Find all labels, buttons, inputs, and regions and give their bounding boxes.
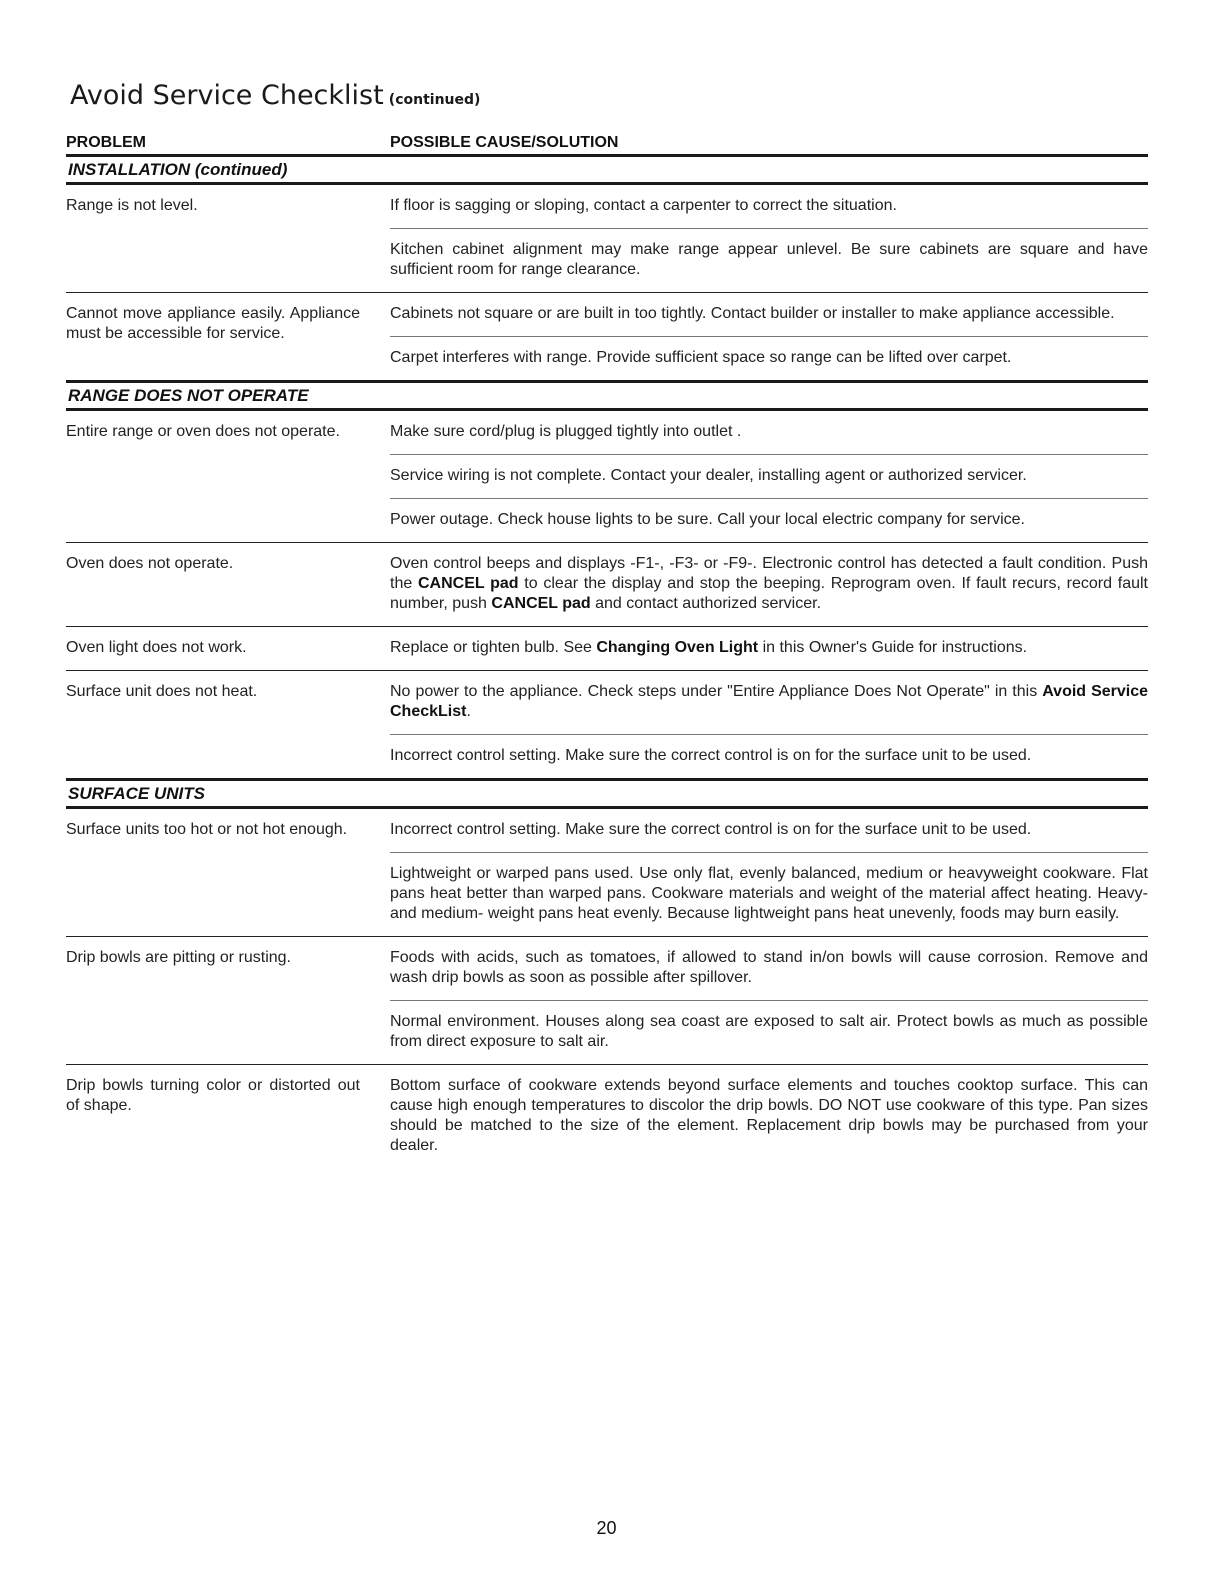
table-row bbox=[66, 293, 1148, 380]
solution-item bbox=[390, 937, 1148, 1001]
solution-text: Incorrect control setting. Make sure the correct control is on for the surface unit to be used. bbox=[390, 747, 1032, 764]
emphasized-text: Changing Oven Light bbox=[596, 639, 759, 656]
solution-cell bbox=[390, 671, 1148, 778]
table-row bbox=[66, 1065, 1148, 1168]
solution-cell bbox=[390, 185, 1148, 292]
solution-text: Replace or tighten bulb. See bbox=[390, 639, 597, 656]
solution-cell bbox=[390, 627, 1148, 670]
section-heading: INSTALLATION (continued) bbox=[66, 154, 1148, 185]
solution-column-header: POSSIBLE CAUSE/SOLUTION bbox=[390, 134, 619, 151]
solution-text: No power to the appliance. Check steps under "Entire Appliance Does Not Operate" in this bbox=[390, 683, 1043, 700]
solution-item bbox=[390, 293, 1148, 337]
solution-item bbox=[390, 735, 1148, 778]
solution-cell bbox=[390, 937, 1148, 1064]
table-row bbox=[66, 671, 1148, 778]
checklist-section bbox=[66, 778, 1148, 1168]
column-headers bbox=[66, 128, 1148, 154]
page-title-main: Avoid Service Checklist bbox=[70, 80, 384, 111]
problem-cell: Oven light does not work. bbox=[66, 639, 247, 656]
solution-text: Bottom surface of cookware extends beyond surface elements and touches cooktop surface. This can cause high enough temperatures to discolor the drip bowls. DO NOT use cookware of this type. Pan sizes should be matched to the size of the element. Replacement drip bowls may be purchased from your dealer. bbox=[390, 1077, 1148, 1154]
problem-cell: Surface unit does not heat. bbox=[66, 683, 258, 700]
solution-text: Cabinets not square or are built in too tightly. Contact builder or installer to make appliance accessible. bbox=[390, 305, 1115, 322]
solution-text: and contact authorized servicer. bbox=[590, 595, 822, 612]
problem-cell: Drip bowls are pitting or rusting. bbox=[66, 949, 291, 966]
solution-text: Kitchen cabinet alignment may make range appear unlevel. Be sure cabinets are square and have sufficient room for range clearance. bbox=[390, 241, 1148, 278]
solution-text: Carpet interferes with range. Provide sufficient space so range can be lifted over carpet. bbox=[390, 349, 1012, 366]
table-row bbox=[66, 627, 1148, 671]
solution-cell bbox=[390, 809, 1148, 936]
checklist-section bbox=[66, 380, 1148, 778]
problem-cell: Cannot move appliance easily. Appliance must be accessible for service. bbox=[66, 305, 360, 342]
solution-item bbox=[390, 543, 1148, 626]
problem-cell: Surface units too hot or not hot enough. bbox=[66, 821, 348, 838]
solution-item bbox=[390, 1001, 1148, 1064]
solution-item bbox=[390, 627, 1148, 670]
table-row bbox=[66, 809, 1148, 937]
emphasized-text: CANCEL pad bbox=[491, 595, 591, 612]
table-row bbox=[66, 185, 1148, 293]
problem-cell: Drip bowls turning color or distorted out of shape. bbox=[66, 1077, 360, 1114]
checklist-section bbox=[66, 154, 1148, 380]
emphasized-text: Avoid Service CheckList bbox=[390, 683, 1149, 720]
emphasized-text: CANCEL pad bbox=[417, 575, 519, 592]
solution-text: Lightweight or warped pans used. Use only flat, evenly balanced, medium or heavyweight cookware. Flat pans heat better than warped pans. Cookware materials and weight of the material affect heating. Heavy-and medium- weight pans heat evenly. Because lightweight pans heat unevenly, foods may burn easily. bbox=[390, 865, 1148, 922]
solution-text: in this Owner's Guide for instructions. bbox=[758, 639, 1028, 656]
problem-cell: Entire range or oven does not operate. bbox=[66, 423, 340, 440]
page-number: 20 bbox=[596, 1518, 617, 1538]
problem-cell: Oven does not operate. bbox=[66, 555, 234, 572]
solution-text: Service wiring is not complete. Contact your dealer, installing agent or authorized servicer. bbox=[390, 467, 1027, 484]
solution-text: Oven control beeps and displays -F1-, -F3- or -F9-. Electronic control has detected a fault condition. Push the bbox=[390, 555, 1148, 592]
solution-item bbox=[390, 499, 1148, 542]
solution-text: Foods with acids, such as tomatoes, if allowed to stand in/on bowls will cause corrosion. Remove and wash drip bowls as soon as possible after spillover. bbox=[390, 949, 1148, 986]
solution-text: Power outage. Check house lights to be sure. Call your local electric company for service. bbox=[390, 511, 1025, 528]
section-heading: RANGE DOES NOT OPERATE bbox=[66, 380, 1148, 411]
solution-item bbox=[390, 1065, 1148, 1168]
solution-item bbox=[390, 455, 1148, 499]
solution-item bbox=[390, 185, 1148, 229]
solution-text: If floor is sagging or sloping, contact a carpenter to correct the situation. bbox=[390, 197, 897, 214]
checklist-table bbox=[66, 128, 1148, 1168]
page-title bbox=[70, 80, 480, 111]
section-heading: SURFACE UNITS bbox=[66, 778, 1148, 809]
solution-item bbox=[390, 337, 1148, 380]
solution-item bbox=[390, 671, 1148, 735]
solution-text: . bbox=[466, 703, 471, 720]
solution-cell bbox=[390, 293, 1148, 380]
solution-item bbox=[390, 229, 1148, 292]
checklist-sections bbox=[66, 154, 1148, 1168]
problem-cell: Range is not level. bbox=[66, 197, 198, 214]
solution-cell bbox=[390, 1065, 1148, 1168]
table-row bbox=[66, 411, 1148, 543]
solution-text: Make sure cord/plug is plugged tightly into outlet . bbox=[390, 423, 742, 440]
problem-column-header: PROBLEM bbox=[66, 134, 146, 151]
solution-text: to clear the display and stop the beeping. Reprogram oven. If fault recurs, record fault number, push bbox=[390, 575, 1149, 612]
solution-item bbox=[390, 809, 1148, 853]
solution-text: Normal environment. Houses along sea coast are exposed to salt air. Protect bowls as much as possible from direct exposure to salt air. bbox=[390, 1013, 1148, 1050]
solution-cell bbox=[390, 543, 1148, 626]
solution-item bbox=[390, 411, 1148, 455]
solution-text: Incorrect control setting. Make sure the correct control is on for the surface unit to be used. bbox=[390, 821, 1032, 838]
solution-cell bbox=[390, 411, 1148, 542]
table-row bbox=[66, 937, 1148, 1065]
solution-item bbox=[390, 853, 1148, 936]
table-row bbox=[66, 543, 1148, 627]
page-title-sub: (continued) bbox=[388, 92, 481, 108]
